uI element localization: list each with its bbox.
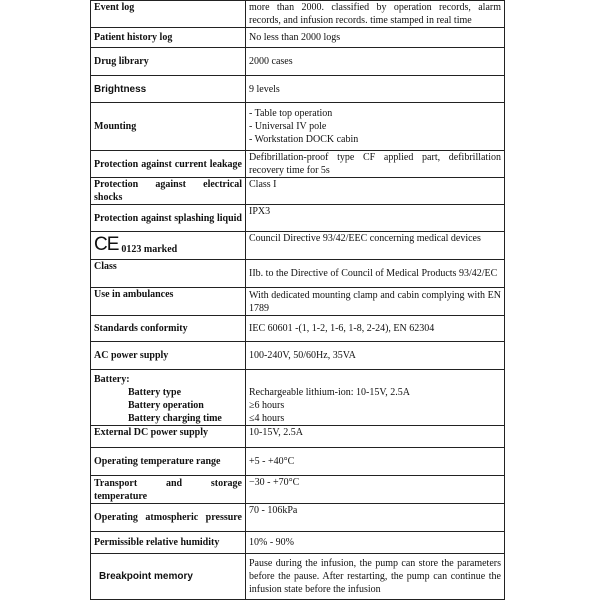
mounting-option: - Workstation DOCK cabin xyxy=(249,134,359,145)
table-row xyxy=(91,28,505,48)
row-label: Event log xyxy=(91,1,246,28)
table-row xyxy=(91,205,505,232)
table-row xyxy=(91,232,505,260)
row-label xyxy=(91,232,246,260)
row-value: 70 - 106kPa xyxy=(246,504,505,532)
row-value: IEC 60601 -(1, 1-2, 1-6, 1-8, 2-24), EN 62304 xyxy=(246,316,505,342)
row-value: 10-15V, 2.5A xyxy=(246,426,505,448)
table-row xyxy=(91,151,505,178)
table-row xyxy=(91,504,505,532)
row-value: 10% - 90% xyxy=(246,532,505,554)
table-row xyxy=(91,476,505,504)
row-value: IPX3 xyxy=(246,205,505,232)
table-row xyxy=(91,426,505,448)
row-label xyxy=(91,504,246,532)
row-value: With dedicated mounting clamp and cabin complying with EN 1789 xyxy=(246,288,505,316)
battery-value: ≥6 hours xyxy=(249,400,285,411)
row-value xyxy=(246,103,505,151)
ce-mark-icon: CE xyxy=(94,233,119,255)
table-row xyxy=(91,370,505,426)
row-label xyxy=(91,205,246,232)
battery-value: Rechargeable lithium-ion: 10-15V, 2.5A xyxy=(249,387,410,398)
row-label xyxy=(91,476,246,504)
label-text: Operating atmospheric pressure xyxy=(94,512,242,523)
row-label xyxy=(91,178,246,205)
battery-sub-label: Battery charging time xyxy=(128,413,222,424)
row-label: AC power supply xyxy=(91,342,246,370)
battery-sub-label: Battery type xyxy=(128,387,182,398)
row-label: Drug library xyxy=(91,48,246,76)
battery-value: ≤4 hours xyxy=(249,413,285,424)
battery-sub-label: Battery operation xyxy=(128,400,204,411)
spec-table xyxy=(90,0,505,600)
row-value: Pause during the infusion, the pump can store the parameters before the pause. After restarting, the pump can continue the infusion state before the infusion xyxy=(246,554,505,600)
ce-number: 0123 marked xyxy=(121,243,178,255)
table-row xyxy=(91,288,505,316)
row-value: 9 levels xyxy=(246,76,505,103)
row-value: 2000 cases xyxy=(246,48,505,76)
row-label: Breakpoint memory xyxy=(91,554,246,600)
row-value: Council Directive 93/42/EEC concerning medical devices xyxy=(246,232,505,260)
row-value: +5 - +40°C xyxy=(246,448,505,476)
row-label: Mounting xyxy=(91,103,246,151)
table-row xyxy=(91,316,505,342)
row-label: Use in ambulances xyxy=(91,288,246,316)
table-row xyxy=(91,103,505,151)
table-row xyxy=(91,532,505,554)
row-value xyxy=(246,370,505,426)
label-text: Protection against electrical shocks xyxy=(94,179,242,203)
row-label xyxy=(91,370,246,426)
row-value: No less than 2000 logs xyxy=(246,28,505,48)
row-label: Standards conformity xyxy=(91,316,246,342)
table-row xyxy=(91,76,505,103)
row-label: Class xyxy=(91,260,246,288)
row-label: Patient history log xyxy=(91,28,246,48)
label-text: Protection against current leakage xyxy=(94,158,242,170)
table-row xyxy=(91,48,505,76)
table-row xyxy=(91,448,505,476)
label-text: Transport and storage temperature xyxy=(94,477,242,502)
label-text: Protection against splashing liquid xyxy=(94,212,242,224)
row-value: IIb. to the Directive of Council of Medical Products 93/42/EC xyxy=(246,260,505,288)
table-row xyxy=(91,260,505,288)
table-row xyxy=(91,178,505,205)
row-label: Brightness xyxy=(91,76,246,103)
row-value: Defibrillation-proof type CF applied part, defibrillation recovery time for 5s xyxy=(246,151,505,178)
table-row xyxy=(91,1,505,28)
table-row xyxy=(91,554,505,600)
row-label: Permissible relative humidity xyxy=(91,532,246,554)
row-label: External DC power supply xyxy=(91,426,246,448)
mounting-option: - Table top operation xyxy=(249,108,333,119)
row-value: −30 - +70°C xyxy=(246,476,505,504)
spec-page xyxy=(90,0,504,600)
row-label xyxy=(91,151,246,178)
row-value: more than 2000. classified by operation records, alarm records, and infusion records. time stamped in real time xyxy=(246,1,505,28)
battery-heading: Battery: xyxy=(94,374,130,385)
table-row xyxy=(91,342,505,370)
row-label: Operating temperature range xyxy=(91,448,246,476)
row-value: Class I xyxy=(246,178,505,205)
mounting-option: - Universal IV pole xyxy=(249,121,327,132)
row-value: 100-240V, 50/60Hz, 35VA xyxy=(246,342,505,370)
